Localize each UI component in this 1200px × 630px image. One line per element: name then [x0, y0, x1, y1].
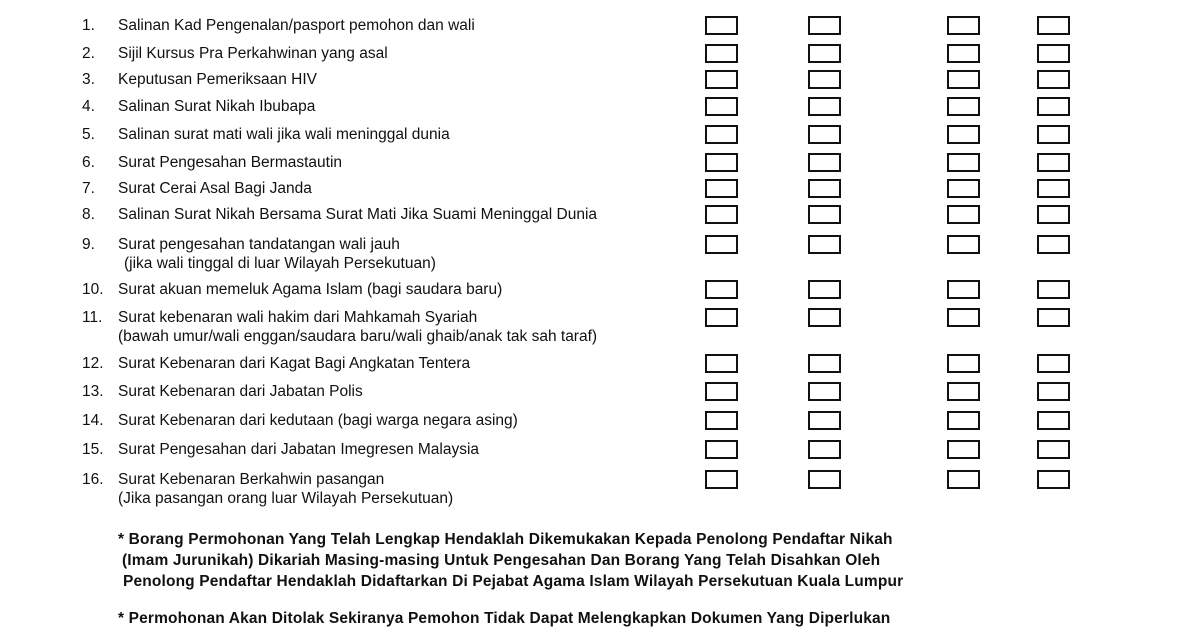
note-line: Penolong Pendaftar Hendaklah Didaftarkan Di Pejabat Agama Islam Wilayah Persekutuan Kuala Lumpur [123, 573, 904, 590]
item-number: 8. [82, 206, 95, 223]
checkbox-column-4[interactable] [1037, 97, 1070, 116]
checkbox-column-4[interactable] [1037, 153, 1070, 172]
checkbox-column-3[interactable] [947, 179, 980, 198]
checkbox-column-4[interactable] [1037, 16, 1070, 35]
item-number: 4. [82, 98, 95, 115]
item-number: 7. [82, 180, 95, 197]
item-label: Surat Pengesahan dari Jabatan Imegresen Malaysia [118, 441, 480, 458]
checkbox-column-1[interactable] [705, 153, 738, 172]
checkbox-column-1[interactable] [705, 97, 738, 116]
checkbox-column-2[interactable] [808, 44, 841, 63]
checkbox-column-3[interactable] [947, 125, 980, 144]
checkbox-column-4[interactable] [1037, 411, 1070, 430]
checkbox-column-1[interactable] [705, 280, 738, 299]
checkbox-column-4[interactable] [1037, 308, 1070, 327]
checkbox-column-2[interactable] [808, 205, 841, 224]
checkbox-column-2[interactable] [808, 411, 841, 430]
checkbox-column-3[interactable] [947, 97, 980, 116]
item-number: 11. [82, 309, 103, 326]
checkbox-column-1[interactable] [705, 235, 738, 254]
checkbox-column-2[interactable] [808, 125, 841, 144]
checkbox-column-4[interactable] [1037, 179, 1070, 198]
item-number: 16. [82, 471, 104, 488]
checkbox-column-2[interactable] [808, 440, 841, 459]
item-label: Surat pengesahan tandatangan wali jauh [118, 236, 400, 253]
item-label: Salinan Kad Pengenalan/pasport pemohon dan wali [118, 17, 475, 34]
item-label: Surat akuan memeluk Agama Islam (bagi saudara baru) [118, 281, 503, 298]
checkbox-column-3[interactable] [947, 16, 980, 35]
checkbox-column-3[interactable] [947, 280, 980, 299]
checkbox-column-1[interactable] [705, 125, 738, 144]
checkbox-column-4[interactable] [1037, 235, 1070, 254]
item-sublabel: (bawah umur/wali enggan/saudara baru/wali ghaib/anak tak sah taraf) [118, 328, 598, 345]
checkbox-column-4[interactable] [1037, 205, 1070, 224]
checkbox-column-2[interactable] [808, 235, 841, 254]
item-label: Sijil Kursus Pra Perkahwinan yang asal [118, 45, 388, 62]
item-number: 9. [82, 236, 95, 253]
checkbox-column-2[interactable] [808, 280, 841, 299]
checkbox-column-4[interactable] [1037, 354, 1070, 373]
item-number: 5. [82, 126, 95, 143]
item-sublabel: (Jika pasangan orang luar Wilayah Persekutuan) [118, 490, 454, 507]
checkbox-column-3[interactable] [947, 235, 980, 254]
item-number: 13. [82, 383, 104, 400]
item-number: 15. [82, 441, 104, 458]
checkbox-column-3[interactable] [947, 70, 980, 89]
item-sublabel: (jika wali tinggal di luar Wilayah Persekutuan) [124, 255, 436, 272]
checkbox-column-2[interactable] [808, 153, 841, 172]
checkbox-column-2[interactable] [808, 97, 841, 116]
checkbox-column-1[interactable] [705, 70, 738, 89]
item-number: 6. [82, 154, 95, 171]
item-label: Keputusan Pemeriksaan HIV [118, 71, 318, 88]
checkbox-column-2[interactable] [808, 354, 841, 373]
checkbox-column-3[interactable] [947, 308, 980, 327]
checkbox-column-3[interactable] [947, 205, 980, 224]
note-line: (Imam Jurunikah) Dikariah Masing-masing Untuk Pengesahan Dan Borang Yang Telah Disahkan Oleh [122, 552, 881, 569]
item-label: Surat Kebenaran dari Jabatan Polis [118, 383, 363, 400]
item-number: 12. [82, 355, 104, 372]
checkbox-column-1[interactable] [705, 308, 738, 327]
checkbox-column-3[interactable] [947, 470, 980, 489]
checkbox-column-1[interactable] [705, 411, 738, 430]
checkbox-column-2[interactable] [808, 16, 841, 35]
checkbox-column-1[interactable] [705, 16, 738, 35]
checkbox-column-1[interactable] [705, 179, 738, 198]
checkbox-column-4[interactable] [1037, 470, 1070, 489]
checkbox-column-2[interactable] [808, 179, 841, 198]
checkbox-column-4[interactable] [1037, 70, 1070, 89]
item-label: Surat kebenaran wali hakim dari Mahkamah Syariah [118, 309, 478, 326]
checkbox-column-3[interactable] [947, 354, 980, 373]
item-number: 14. [82, 412, 104, 429]
item-label: Salinan Surat Nikah Ibubapa [118, 98, 316, 115]
item-number: 3. [82, 71, 95, 88]
item-label: Salinan Surat Nikah Bersama Surat Mati Jika Suami Meninggal Dunia [118, 206, 598, 223]
checkbox-column-4[interactable] [1037, 280, 1070, 299]
checkbox-column-3[interactable] [947, 44, 980, 63]
item-label: Surat Kebenaran Berkahwin pasangan [118, 471, 385, 488]
checkbox-column-2[interactable] [808, 470, 841, 489]
item-label: Surat Kebenaran dari kedutaan (bagi warga negara asing) [118, 412, 518, 429]
checkbox-column-4[interactable] [1037, 44, 1070, 63]
item-label: Surat Cerai Asal Bagi Janda [118, 180, 312, 197]
item-number: 2. [82, 45, 95, 62]
checkbox-column-2[interactable] [808, 382, 841, 401]
item-number: 10. [82, 281, 104, 298]
checkbox-column-3[interactable] [947, 153, 980, 172]
item-label: Salinan surat mati wali jika wali meninggal dunia [118, 126, 450, 143]
checkbox-column-4[interactable] [1037, 440, 1070, 459]
note-line: * Permohonan Akan Ditolak Sekiranya Pemohon Tidak Dapat Melengkapkan Dokumen Yang Diperlukan [118, 610, 891, 627]
checkbox-column-1[interactable] [705, 205, 738, 224]
checkbox-column-1[interactable] [705, 470, 738, 489]
checkbox-column-3[interactable] [947, 411, 980, 430]
checkbox-column-4[interactable] [1037, 125, 1070, 144]
checkbox-column-2[interactable] [808, 70, 841, 89]
checkbox-column-3[interactable] [947, 382, 980, 401]
checkbox-column-1[interactable] [705, 44, 738, 63]
item-label: Surat Kebenaran dari Kagat Bagi Angkatan Tentera [118, 355, 471, 372]
checkbox-column-1[interactable] [705, 382, 738, 401]
note-line: * Borang Permohonan Yang Telah Lengkap Hendaklah Dikemukakan Kepada Penolong Pendaftar Nikah [118, 531, 893, 548]
checkbox-column-3[interactable] [947, 440, 980, 459]
checkbox-column-1[interactable] [705, 440, 738, 459]
submission-note [118, 529, 903, 592]
checkbox-column-1[interactable] [705, 354, 738, 373]
item-number: 1. [82, 17, 95, 34]
rejection-note [118, 608, 890, 629]
item-label: Surat Pengesahan Bermastautin [118, 154, 343, 171]
checkbox-column-4[interactable] [1037, 382, 1070, 401]
checkbox-column-2[interactable] [808, 308, 841, 327]
